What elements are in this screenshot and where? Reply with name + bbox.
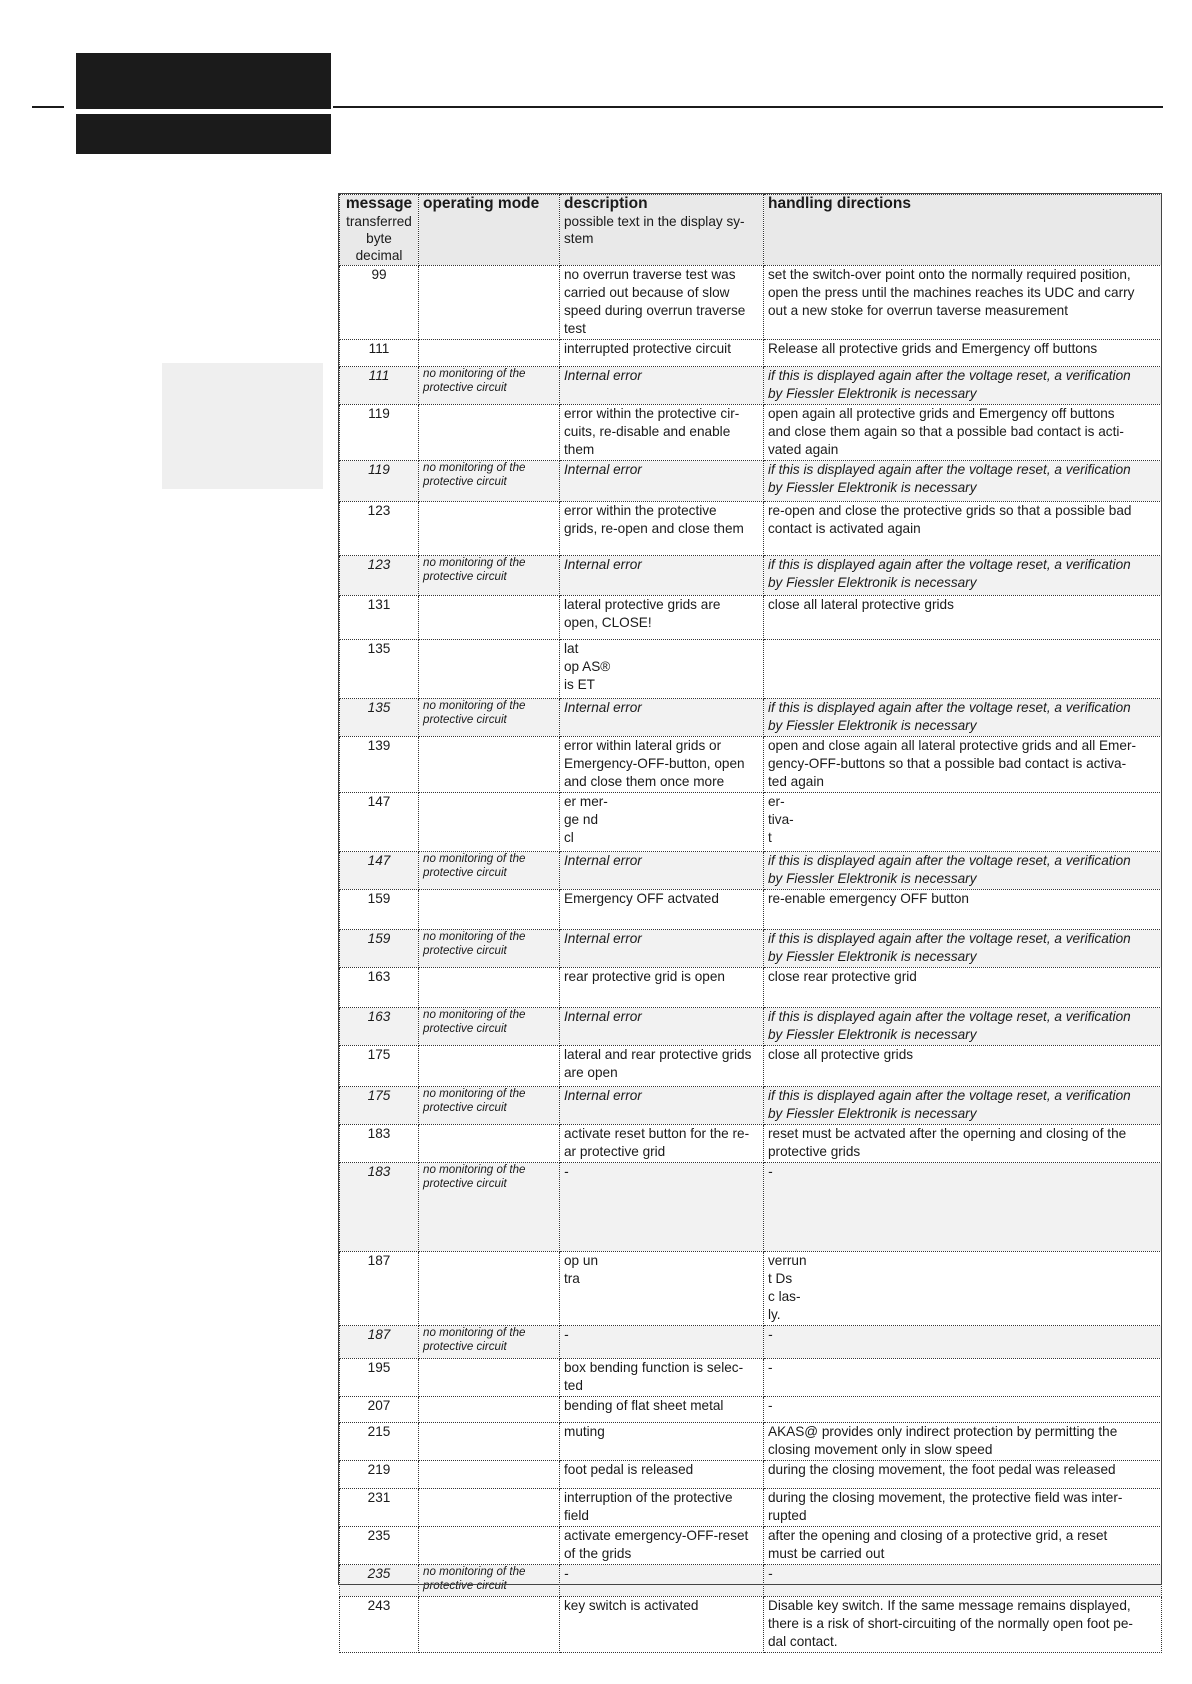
operating-mode-cell [419, 556, 560, 596]
operating-mode: no monitoring of the protective circuit [423, 367, 526, 394]
header-block-top [76, 53, 331, 109]
message-code: 99 [371, 267, 387, 282]
handling-directions: if this is displayed again after the voltage reset, a verification by Fiessler Elektronik is necessary [768, 700, 1131, 733]
operating-mode-cell [419, 1163, 560, 1252]
table-row [340, 1359, 1162, 1397]
message-code-cell [340, 1252, 419, 1326]
description-cell [560, 461, 764, 502]
message-code-cell [340, 340, 419, 367]
operating-mode-cell [419, 1597, 560, 1653]
table-row [340, 266, 1162, 340]
description: box bending function is selec- ted [564, 1360, 744, 1393]
message-code-cell [340, 640, 419, 699]
handling-directions: set the switch-over point onto the normally required position, open the press until the machines reaches its UDC and carry out a new stoke for overrun taverse measurement [768, 267, 1135, 318]
message-code: 175 [367, 1047, 391, 1062]
table-row [340, 461, 1162, 502]
message-code: 195 [367, 1360, 391, 1375]
header-message: message [345, 195, 413, 212]
handling-directions-cell [764, 266, 1162, 340]
table-row [340, 699, 1162, 737]
handling-directions-cell [764, 640, 1162, 699]
operating-mode-cell [419, 461, 560, 502]
handling-directions-cell [764, 1489, 1162, 1527]
handling-directions: Release all protective grids and Emergency off buttons [768, 341, 1098, 356]
description: error within the protective grids, re-open and close them [564, 503, 744, 536]
operating-mode: no monitoring of the protective circuit [423, 1008, 526, 1035]
description-cell [560, 1397, 764, 1423]
message-code: 131 [367, 597, 391, 612]
handling-directions-cell [764, 1046, 1162, 1087]
table-row [340, 1125, 1162, 1163]
table-row [340, 1423, 1162, 1461]
handling-directions-cell [764, 930, 1162, 968]
description-cell [560, 1461, 764, 1489]
description-cell [560, 793, 764, 852]
description-cell [560, 1326, 764, 1359]
operating-mode-cell [419, 1326, 560, 1359]
message-code: 135 [367, 700, 391, 715]
message-code: 183 [367, 1126, 391, 1141]
handling-directions: if this is displayed again after the voltage reset, a verification by Fiessler Elektronik is necessary [768, 462, 1131, 495]
message-code: 159 [367, 891, 391, 906]
description-cell [560, 1359, 764, 1397]
handling-directions: AKAS@ provides only indirect protection by permitting the closing movement only in slow speed [768, 1424, 1118, 1457]
handling-directions-cell [764, 1397, 1162, 1423]
handling-directions-cell [764, 1163, 1162, 1252]
table-row [340, 1527, 1162, 1565]
operating-mode-cell [419, 367, 560, 405]
description: Internal error [564, 700, 642, 715]
message-code: 219 [367, 1462, 391, 1477]
handling-directions-cell [764, 1527, 1162, 1565]
operating-mode-cell [419, 596, 560, 640]
operating-mode: no monitoring of the protective circuit [423, 556, 526, 583]
message-code: 139 [367, 738, 391, 753]
description-cell [560, 1597, 764, 1653]
description: interruption of the protective field [564, 1490, 733, 1523]
table-row [340, 556, 1162, 596]
side-note-box [162, 363, 323, 489]
message-code-cell [340, 405, 419, 461]
description-cell [560, 266, 764, 340]
description: rear protective grid is open [564, 969, 725, 984]
message-code: 135 [367, 641, 391, 656]
handling-directions-cell [764, 737, 1162, 793]
handling-directions-cell [764, 968, 1162, 1008]
handling-directions: if this is displayed again after the voltage reset, a verification by Fiessler Elektronik is necessary [768, 1088, 1131, 1121]
description: key switch is activated [564, 1598, 699, 1613]
table-row [340, 793, 1162, 852]
message-code-cell [340, 737, 419, 793]
handling-directions: re-enable emergency OFF button [768, 891, 969, 906]
message-code-cell [340, 502, 419, 556]
message-code-cell [340, 930, 419, 968]
description: foot pedal is released [564, 1462, 694, 1477]
description-cell [560, 340, 764, 367]
message-code: 187 [367, 1327, 391, 1342]
description: Internal error [564, 853, 642, 868]
description-cell [560, 1252, 764, 1326]
table-row [340, 1461, 1162, 1489]
description: Internal error [564, 368, 642, 383]
table-row [340, 502, 1162, 556]
description: - [564, 1164, 569, 1179]
handling-directions-cell [764, 461, 1162, 502]
message-code: 187 [367, 1253, 391, 1268]
handling-directions-cell [764, 405, 1162, 461]
table-row [340, 1565, 1162, 1597]
message-code: 119 [368, 462, 390, 477]
message-code: 119 [368, 406, 390, 421]
handling-directions: if this is displayed again after the voltage reset, a verification by Fiessler Elektronik is necessary [768, 557, 1131, 590]
message-code: 175 [367, 1088, 391, 1103]
description-cell [560, 890, 764, 930]
description: activate emergency-OFF-reset of the grids [564, 1528, 749, 1561]
message-code: 159 [367, 931, 391, 946]
table-row [340, 1163, 1162, 1252]
description: no overrun traverse test was carried out because of slow speed during overrun traverse test [564, 267, 746, 336]
description-cell [560, 1163, 764, 1252]
handling-directions: - [768, 1360, 773, 1375]
message-code: 215 [367, 1424, 391, 1439]
operating-mode-cell [419, 1489, 560, 1527]
handling-directions: if this is displayed again after the voltage reset, a verification by Fiessler Elektronik is necessary [768, 368, 1131, 401]
table-row [340, 1087, 1162, 1125]
handling-directions: open again all protective grids and Emergency off buttons and close them again so that a possible bad contact is acti- vated again [768, 406, 1124, 457]
description-cell [560, 1046, 764, 1087]
message-code-cell [340, 968, 419, 1008]
header-handling: handling directions [768, 195, 911, 212]
message-code: 163 [367, 1009, 391, 1024]
message-code-cell [340, 367, 419, 405]
operating-mode-cell [419, 1397, 560, 1423]
operating-mode-cell [419, 1359, 560, 1397]
table-row [340, 1597, 1162, 1653]
operating-mode: no monitoring of the protective circuit [423, 461, 526, 488]
message-code-cell [340, 556, 419, 596]
operating-mode-cell [419, 266, 560, 340]
handling-directions-cell [764, 1008, 1162, 1046]
handling-directions: verrun t Ds c las- ly. [768, 1253, 807, 1322]
description-cell [560, 1489, 764, 1527]
handling-directions-cell [764, 502, 1162, 556]
table-header-row [340, 195, 1162, 266]
message-code-cell [340, 699, 419, 737]
handling-directions-cell [764, 793, 1162, 852]
operating-mode-cell [419, 1046, 560, 1087]
message-code-cell [340, 1326, 419, 1359]
header-description-cell [560, 195, 764, 266]
handling-directions-cell [764, 340, 1162, 367]
description-cell [560, 367, 764, 405]
table-row [340, 1397, 1162, 1423]
message-code: 147 [367, 853, 391, 868]
description: Internal error [564, 1009, 642, 1024]
handling-directions: - [768, 1398, 773, 1413]
description: Internal error [564, 1088, 642, 1103]
message-table [339, 194, 1162, 1653]
operating-mode-cell [419, 405, 560, 461]
operating-mode-cell [419, 930, 560, 968]
description-cell [560, 1087, 764, 1125]
message-code: 231 [367, 1490, 391, 1505]
message-code-cell [340, 266, 419, 340]
handling-directions-cell [764, 596, 1162, 640]
handling-directions-cell [764, 1326, 1162, 1359]
message-code: 235 [367, 1528, 391, 1543]
header-rule-left [32, 106, 64, 108]
header-message-sub: transferred byte decimal [346, 214, 412, 263]
handling-directions: reset must be actvated after the operning and closing of the protective grids [768, 1126, 1127, 1159]
description: lateral and rear protective grids are open [564, 1047, 752, 1080]
table-row [340, 930, 1162, 968]
header-mode: operating mode [423, 195, 540, 212]
handling-directions: - [768, 1327, 773, 1342]
header-description: description [564, 195, 648, 212]
message-code-cell [340, 1489, 419, 1527]
table-row [340, 596, 1162, 640]
handling-directions-cell [764, 1461, 1162, 1489]
operating-mode-cell [419, 890, 560, 930]
handling-directions-cell [764, 1565, 1162, 1597]
handling-directions: re-open and close the protective grids so that a possible bad contact is activated again [768, 503, 1132, 536]
operating-mode: no monitoring of the protective circuit [423, 852, 526, 879]
message-code: 123 [367, 557, 391, 572]
operating-mode-cell [419, 640, 560, 699]
table-row [340, 852, 1162, 890]
description-cell [560, 1565, 764, 1597]
description: lateral protective grids are open, CLOSE! [564, 597, 721, 630]
operating-mode: no monitoring of the protective circuit [423, 1163, 526, 1190]
description: interrupted protective circuit [564, 341, 731, 356]
handling-directions: - [768, 1566, 773, 1581]
message-code: 123 [367, 503, 391, 518]
operating-mode-cell [419, 340, 560, 367]
message-code-cell [340, 1461, 419, 1489]
message-code-cell [340, 890, 419, 930]
handling-directions: during the closing movement, the protective field was inter- rupted [768, 1490, 1123, 1523]
operating-mode-cell [419, 852, 560, 890]
handling-directions: if this is displayed again after the voltage reset, a verification by Fiessler Elektronik is necessary [768, 1009, 1131, 1042]
table-row [340, 640, 1162, 699]
handling-directions-cell [764, 556, 1162, 596]
description: error within lateral grids or Emergency-OFF-button, open and close them once more [564, 738, 745, 789]
handling-directions-cell [764, 852, 1162, 890]
description-cell [560, 556, 764, 596]
operating-mode: no monitoring of the protective circuit [423, 1326, 526, 1353]
message-code: 111 [368, 341, 390, 356]
operating-mode-cell [419, 1008, 560, 1046]
operating-mode-cell [419, 1252, 560, 1326]
description-cell [560, 852, 764, 890]
operating-mode-cell [419, 502, 560, 556]
description: - [564, 1566, 569, 1581]
table-row [340, 1046, 1162, 1087]
description-cell [560, 502, 764, 556]
message-code-cell [340, 1359, 419, 1397]
handling-directions: if this is displayed again after the voltage reset, a verification by Fiessler Elektronik is necessary [768, 931, 1131, 964]
handling-directions-cell [764, 1252, 1162, 1326]
message-code-cell [340, 1008, 419, 1046]
message-code-cell [340, 852, 419, 890]
description-cell [560, 405, 764, 461]
description-cell [560, 968, 764, 1008]
handling-directions: close all lateral protective grids [768, 597, 954, 612]
operating-mode-cell [419, 1125, 560, 1163]
description-cell [560, 1125, 764, 1163]
operating-mode-cell [419, 1461, 560, 1489]
table-row [340, 968, 1162, 1008]
message-code-cell [340, 461, 419, 502]
description: op un tra [564, 1253, 599, 1286]
operating-mode: no monitoring of the protective circuit [423, 1087, 526, 1114]
operating-mode: no monitoring of the protective circuit [423, 930, 526, 957]
operating-mode-cell [419, 737, 560, 793]
description: Internal error [564, 931, 642, 946]
description-cell [560, 596, 764, 640]
handling-directions-cell [764, 699, 1162, 737]
table-row [340, 1489, 1162, 1527]
description: activate reset button for the re- ar protective grid [564, 1126, 750, 1159]
handling-directions-cell [764, 367, 1162, 405]
message-code-cell [340, 793, 419, 852]
description-cell [560, 930, 764, 968]
operating-mode-cell [419, 1527, 560, 1565]
handling-directions: Disable key switch. If the same message remains displayed, there is a risk of short-circuiting of the normally open foot pe- dal contact. [768, 1598, 1133, 1649]
handling-directions: er- tiva- t [768, 794, 794, 845]
description: Internal error [564, 557, 642, 572]
message-code-cell [340, 1527, 419, 1565]
operating-mode: no monitoring of the protective circuit [423, 1565, 526, 1592]
message-code: 207 [367, 1398, 391, 1413]
operating-mode-cell [419, 968, 560, 1008]
table-row [340, 890, 1162, 930]
operating-mode-cell [419, 793, 560, 852]
message-code-cell [340, 1423, 419, 1461]
table-row [340, 1252, 1162, 1326]
description-cell [560, 1527, 764, 1565]
handling-directions-cell [764, 1125, 1162, 1163]
description-cell [560, 737, 764, 793]
description: error within the protective cir- cuits, re-disable and enable them [564, 406, 740, 457]
table-row [340, 367, 1162, 405]
header-message-cell [340, 195, 419, 266]
table-row [340, 737, 1162, 793]
description-cell [560, 640, 764, 699]
header-mode-cell [419, 195, 560, 266]
description: lat op AS® is ET [564, 641, 611, 692]
handling-directions: if this is displayed again after the voltage reset, a verification by Fiessler Elektronik is necessary [768, 853, 1131, 886]
header-description-sub: possible text in the display sy- stem [564, 214, 745, 246]
operating-mode-cell [419, 1423, 560, 1461]
description: Internal error [564, 462, 642, 477]
table-row [340, 405, 1162, 461]
description: Emergency OFF actvated [564, 891, 719, 906]
description-cell [560, 1423, 764, 1461]
message-code: 235 [367, 1566, 391, 1581]
handling-directions: open and close again all lateral protective grids and all Emer- gency-OFF-buttons so that a possible bad contact is activa- ted again [768, 738, 1136, 789]
handling-directions: close rear protective grid [768, 969, 917, 984]
operating-mode: no monitoring of the protective circuit [423, 699, 526, 726]
description-cell [560, 1008, 764, 1046]
handling-directions-cell [764, 1423, 1162, 1461]
header-block-bottom [76, 114, 331, 154]
description-cell [560, 699, 764, 737]
message-code-cell [340, 1046, 419, 1087]
handling-directions: during the closing movement, the foot pedal was released [768, 1462, 1116, 1477]
description: er mer- ge nd cl [564, 794, 608, 845]
header-rule-right [333, 106, 1163, 108]
handling-directions: - [768, 1164, 773, 1179]
handling-directions-cell [764, 890, 1162, 930]
message-code-cell [340, 1125, 419, 1163]
operating-mode-cell [419, 1087, 560, 1125]
message-code-cell [340, 1565, 419, 1597]
message-code-cell [340, 1087, 419, 1125]
message-code: 183 [367, 1164, 391, 1179]
handling-directions-cell [764, 1597, 1162, 1653]
description: muting [564, 1424, 605, 1439]
table-row [340, 340, 1162, 367]
handling-directions-cell [764, 1359, 1162, 1397]
handling-directions: close all protective grids [768, 1047, 914, 1062]
message-code: 243 [367, 1598, 391, 1613]
operating-mode-cell [419, 699, 560, 737]
message-code-cell [340, 1397, 419, 1423]
description: - [564, 1327, 569, 1342]
message-code-cell [340, 1163, 419, 1252]
message-code: 111 [368, 368, 390, 383]
operating-mode-cell [419, 1565, 560, 1597]
handling-directions: after the opening and closing of a protective grid, a reset must be carried out [768, 1528, 1108, 1561]
handling-directions-cell [764, 1087, 1162, 1125]
message-code: 147 [367, 794, 391, 809]
message-code: 163 [367, 969, 391, 984]
message-code-cell [340, 1597, 419, 1653]
header-handling-cell [764, 195, 1162, 266]
table-row [340, 1326, 1162, 1359]
description: bending of flat sheet metal [564, 1398, 724, 1413]
message-code-cell [340, 596, 419, 640]
table-row [340, 1008, 1162, 1046]
